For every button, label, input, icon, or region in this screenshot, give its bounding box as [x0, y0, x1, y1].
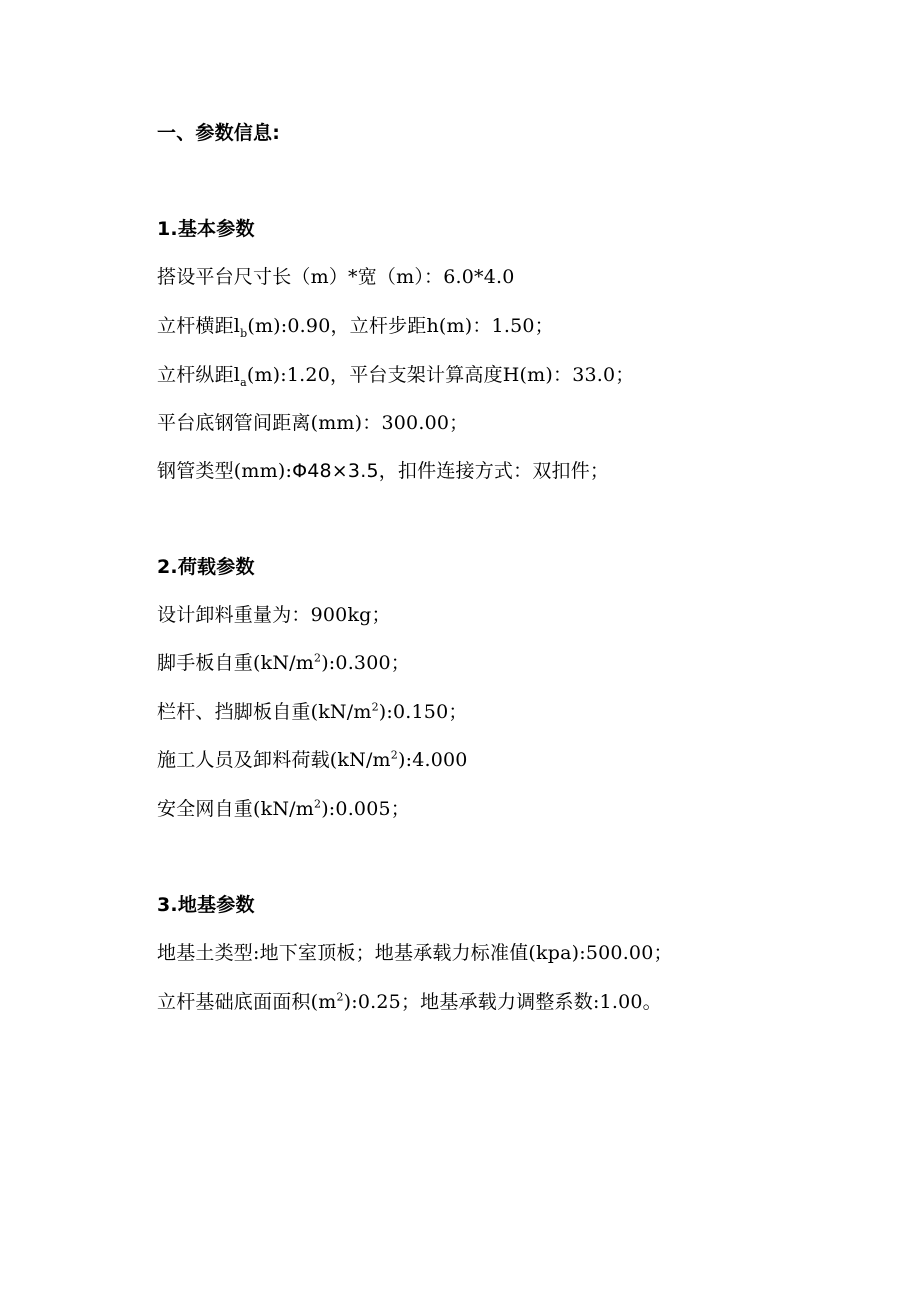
safety-net-line — [157, 796, 410, 822]
railing-suffix: ):0.150； — [378, 701, 468, 723]
tube-type-spec: Φ48×3.5 — [292, 460, 379, 482]
tube-type-suffix: ，扣件连接方式：双扣件； — [378, 460, 610, 482]
pole-lb-line — [157, 313, 554, 339]
pole-la-prefix: 立杆纵距l — [157, 364, 241, 386]
pole-lb-prefix: 立杆横距l — [157, 315, 241, 337]
base-area-line — [157, 989, 662, 1015]
foundation-params-heading: 3.地基参数 — [157, 894, 255, 916]
workers-load-suffix: ):4.000 — [397, 749, 468, 771]
railing-prefix: 栏杆、挡脚板自重(kN/m — [157, 701, 372, 723]
section-title: 一、参数信息: — [157, 122, 280, 144]
workers-load-sup: 2 — [390, 748, 398, 762]
workers-load-prefix: 施工人员及卸料荷载(kN/m — [157, 749, 391, 771]
railing-line — [157, 699, 468, 725]
safety-net-sup: 2 — [313, 797, 322, 811]
basic-params-heading: 1.基本参数 — [157, 218, 255, 240]
soil-type-line: 地基土类型:地下室顶板；地基承载力标准值(kpa):500.00； — [157, 942, 673, 964]
pole-la-suffix: (m):1.20，平台支架计算高度H(m)：33.0； — [246, 364, 635, 386]
pole-la-subscript: a — [240, 375, 247, 389]
pole-lb-suffix: (m):0.90，立杆步距h(m)：1.50； — [247, 315, 554, 337]
base-area-prefix: 立杆基础底面面积(m — [157, 991, 337, 1013]
workers-load-line — [157, 747, 468, 773]
safety-net-suffix: ):0.005； — [321, 798, 410, 820]
scaffold-board-sup: 2 — [313, 651, 322, 665]
railing-sup: 2 — [371, 700, 379, 714]
load-params-heading: 2.荷载参数 — [157, 556, 255, 578]
tube-type-prefix: 钢管类型(mm): — [157, 460, 293, 482]
tube-spacing-line: 平台底钢管间距离(mm)：300.00； — [157, 412, 469, 434]
platform-size-line: 搭设平台尺寸长（m）*宽（m）：6.0*4.0 — [157, 266, 515, 288]
unload-weight-line: 设计卸料重量为：900kg； — [157, 604, 391, 626]
base-area-sup: 2 — [336, 990, 344, 1004]
safety-net-prefix: 安全网自重(kN/m — [157, 798, 314, 820]
pole-la-line — [157, 362, 635, 388]
scaffold-board-prefix: 脚手板自重(kN/m — [157, 652, 314, 674]
scaffold-board-suffix: ):0.300； — [321, 652, 410, 674]
pole-lb-subscript: b — [240, 326, 248, 340]
scaffold-board-line — [157, 650, 410, 676]
tube-type-line — [157, 458, 609, 484]
base-area-suffix: ):0.25；地基承载力调整系数:1.00。 — [343, 991, 662, 1013]
